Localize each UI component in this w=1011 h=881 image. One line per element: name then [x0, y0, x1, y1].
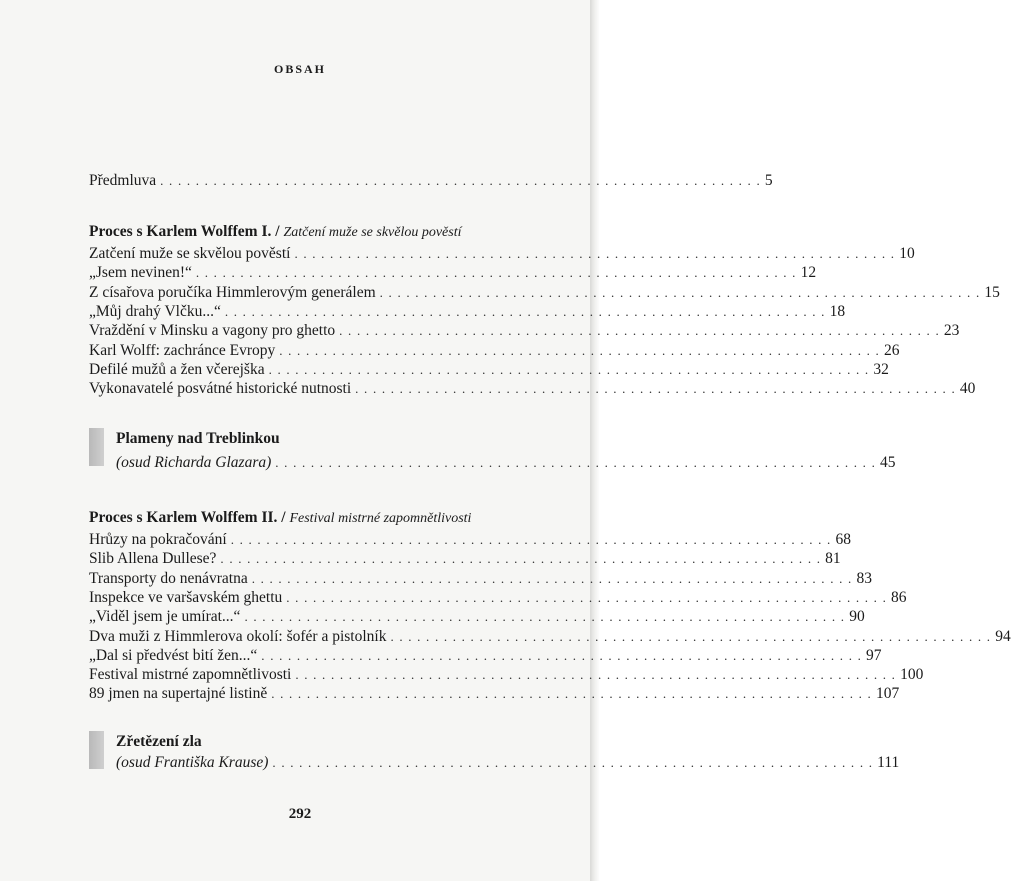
entry-title: „Dal si předvést bití žen...“ — [89, 646, 258, 664]
dot-leader: . . . . . . . . . . . . . . . . . . . . . . . . . . . . . . . . . . . . . . . . . . . . . . . . . . . . . . . . . . . . . . . . . . . . — [268, 361, 870, 377]
dot-leader: . . . . . . . . . . . . . . . . . . . . . . . . . . . . . . . . . . . . . . . . . . . . . . . . . . . . . . . . . . . . . . . . . . . . — [195, 265, 797, 281]
toc-entry — [89, 322, 960, 342]
part-subtitle: Zatčení muže se skvělou pověstí — [283, 225, 462, 240]
entry-page: 26 — [884, 341, 900, 359]
entry-title: Vykonavatelé posvátné historické nutnosti — [89, 380, 352, 398]
toc-entry — [89, 608, 865, 628]
entry-page: 83 — [856, 569, 872, 587]
toc-entry — [89, 627, 1011, 648]
entry-page: 40 — [959, 380, 976, 398]
entry-page: 10 — [899, 245, 915, 262]
toc-entry — [89, 283, 1000, 304]
entry-title: Slib Allena Dullese? — [89, 550, 217, 568]
section-title-treblinka: Plameny nad Treblinkou — [116, 430, 280, 447]
entry-subtitle: (osud Richarda Glazara) — [116, 454, 272, 471]
toc-entry — [89, 588, 907, 609]
entry-title: „Jsem nevinen!“ — [89, 264, 192, 282]
toc-entry-zretezeni — [116, 754, 900, 774]
part-subtitle: Festival mistrné zapomnětlivosti — [289, 511, 472, 526]
entry-page: 100 — [900, 666, 924, 684]
entry-title: Defilé mužů a žen včerejška — [89, 360, 265, 378]
entry-page: 5 — [764, 172, 773, 189]
toc-entry — [89, 685, 900, 705]
toc-entry-treblinka — [116, 454, 896, 474]
contents-heading: OBSAH — [273, 62, 326, 76]
section-title-zretezeni: Zřetězení zla — [116, 733, 202, 750]
entry-title: Hrůzy na pokračování — [89, 531, 227, 548]
toc-entry — [89, 264, 817, 284]
entry-title: „Můj drahý Vlčku...“ — [89, 302, 221, 320]
dot-leader: . . . . . . . . . . . . . . . . . . . . . . . . . . . . . . . . . . . . . . . . . . . . . . . . . . . . . . . . . . . . . . . . . . . . — [220, 551, 822, 567]
dot-leader: . . . . . . . . . . . . . . . . . . . . . . . . . . . . . . . . . . . . . . . . . . . . . . . . . . . . . . . . . . . . . . . . . . . . — [390, 628, 992, 644]
toc-entry — [89, 380, 976, 400]
dot-leader: . . . . . . . . . . . . . . . . . . . . . . . . . . . . . . . . . . . . . . . . . . . . . . . . . . . . . . . . . . . . . . . . . . . . — [272, 755, 874, 770]
toc-entry — [89, 341, 900, 362]
dot-leader: . . . . . . . . . . . . . . . . . . . . . . . . . . . . . . . . . . . . . . . . . . . . . . . . . . . . . . . . . . . . . . . . . . . . — [279, 342, 880, 358]
section-marker-bar — [89, 731, 104, 769]
toc-entry — [89, 666, 924, 686]
entry-title: Inspekce ve varšavském ghettu — [89, 588, 283, 606]
dot-leader: . . . . . . . . . . . . . . . . . . . . . . . . . . . . . . . . . . . . . . . . . . . . . . . . . . . . . . . . . . . . . . . . . . . . — [286, 589, 888, 605]
entry-title: Transporty do nenávratna — [89, 569, 248, 587]
entry-title: Z císařova poručíka Himmlerovým generálem — [89, 283, 376, 301]
entry-title: Dva muži z Himmlerova okolí: šofér a pistolník — [89, 627, 387, 645]
dot-leader: . . . . . . . . . . . . . . . . . . . . . . . . . . . . . . . . . . . . . . . . . . . . . . . . . . . . . . . . . . . . . . . . . . . . — [294, 246, 896, 261]
dot-leader: . . . . . . . . . . . . . . . . . . . . . . . . . . . . . . . . . . . . . . . . . . . . . . . . . . . . . . . . . . . . . . . . . . . . — [261, 647, 863, 663]
entry-page: 86 — [891, 588, 907, 606]
part-slash: / — [277, 509, 290, 526]
entry-page: 111 — [877, 754, 900, 771]
toc-entry — [89, 531, 851, 551]
entry-page: 12 — [800, 264, 817, 282]
part-title: Proces s Karlem Wolffem II. — [89, 509, 278, 526]
entry-title: Karl Wolff: zachránce Evropy — [89, 341, 276, 359]
dot-leader: . . . . . . . . . . . . . . . . . . . . . . . . . . . . . . . . . . . . . . . . . . . . . . . . . . . . . . . . . . . . . . . . . . . . — [230, 532, 832, 547]
entry-subtitle: (osud Františka Krause) — [116, 754, 269, 771]
entry-title: „Viděl jsem je umírat...“ — [89, 608, 241, 626]
entry-title: Předmluva — [89, 172, 157, 189]
dot-leader: . . . . . . . . . . . . . . . . . . . . . . . . . . . . . . . . . . . . . . . . . . . . . . . . . . . . . . . . . . . . . . . . . . . . — [271, 686, 872, 702]
entry-page: 23 — [943, 322, 960, 340]
dot-leader: . . . . . . . . . . . . . . . . . . . . . . . . . . . . . . . . . . . . . . . . . . . . . . . . . . . . . . . . . . . . . . . . . . . . — [355, 381, 956, 397]
dot-leader: . . . . . . . . . . . . . . . . . . . . . . . . . . . . . . . . . . . . . . . . . . . . . . . . . . . . . . . . . . . . . . . . . . . . — [295, 667, 897, 683]
part-title: Proces s Karlem Wolffem I. — [89, 223, 272, 240]
entry-page: 107 — [875, 685, 900, 703]
toc-entry — [89, 360, 889, 381]
entry-page: 97 — [866, 646, 882, 664]
dot-leader: . . . . . . . . . . . . . . . . . . . . . . . . . . . . . . . . . . . . . . . . . . . . . . . . . . . . . . . . . . . . . . . . . . . . — [224, 303, 826, 319]
toc-entry-preface — [89, 172, 773, 192]
toc-entry — [89, 569, 872, 590]
dot-leader: . . . . . . . . . . . . . . . . . . . . . . . . . . . . . . . . . . . . . . . . . . . . . . . . . . . . . . . . . . . . . . . . . . . . — [251, 570, 853, 586]
dot-leader: . . . . . . . . . . . . . . . . . . . . . . . . . . . . . . . . . . . . . . . . . . . . . . . . . . . . . . . . . . . . . . . . . . . . — [160, 173, 761, 188]
page-edge — [590, 0, 600, 881]
entry-page: 18 — [829, 302, 846, 320]
toc-entry — [89, 550, 841, 570]
entry-title: Zatčení muže se skvělou pověstí — [89, 245, 291, 262]
part-heading-1 — [89, 223, 539, 245]
dot-leader: . . . . . . . . . . . . . . . . . . . . . . . . . . . . . . . . . . . . . . . . . . . . . . . . . . . . . . . . . . . . . . . . . . . . — [379, 284, 981, 300]
section-marker-bar — [89, 428, 104, 466]
entry-page: 94 — [995, 627, 1011, 645]
entry-title: Vraždění v Minsku a vagony pro ghetto — [89, 322, 336, 340]
entry-page: 68 — [835, 531, 851, 548]
entry-page: 15 — [984, 283, 1000, 301]
entry-page: 90 — [849, 608, 865, 626]
page-number: 292 — [288, 806, 312, 822]
part-slash: / — [271, 223, 284, 240]
entry-title: 89 jmen na supertajné listině — [89, 685, 268, 703]
toc-entry — [89, 302, 846, 323]
dot-leader: . . . . . . . . . . . . . . . . . . . . . . . . . . . . . . . . . . . . . . . . . . . . . . . . . . . . . . . . . . . . . . . . . . . . — [339, 323, 940, 339]
dot-leader: . . . . . . . . . . . . . . . . . . . . . . . . . . . . . . . . . . . . . . . . . . . . . . . . . . . . . . . . . . . . . . . . . . . . — [244, 609, 846, 625]
entry-title: Festival mistrné zapomnětlivosti — [89, 666, 292, 684]
entry-page: 32 — [873, 360, 889, 378]
part-heading-2 — [89, 509, 539, 531]
entry-page: 45 — [880, 454, 896, 471]
entry-page: 81 — [825, 550, 841, 568]
toc-entry — [89, 646, 882, 667]
dot-leader: . . . . . . . . . . . . . . . . . . . . . . . . . . . . . . . . . . . . . . . . . . . . . . . . . . . . . . . . . . . . . . . . . . . . — [275, 455, 877, 470]
toc-entry — [89, 245, 915, 265]
